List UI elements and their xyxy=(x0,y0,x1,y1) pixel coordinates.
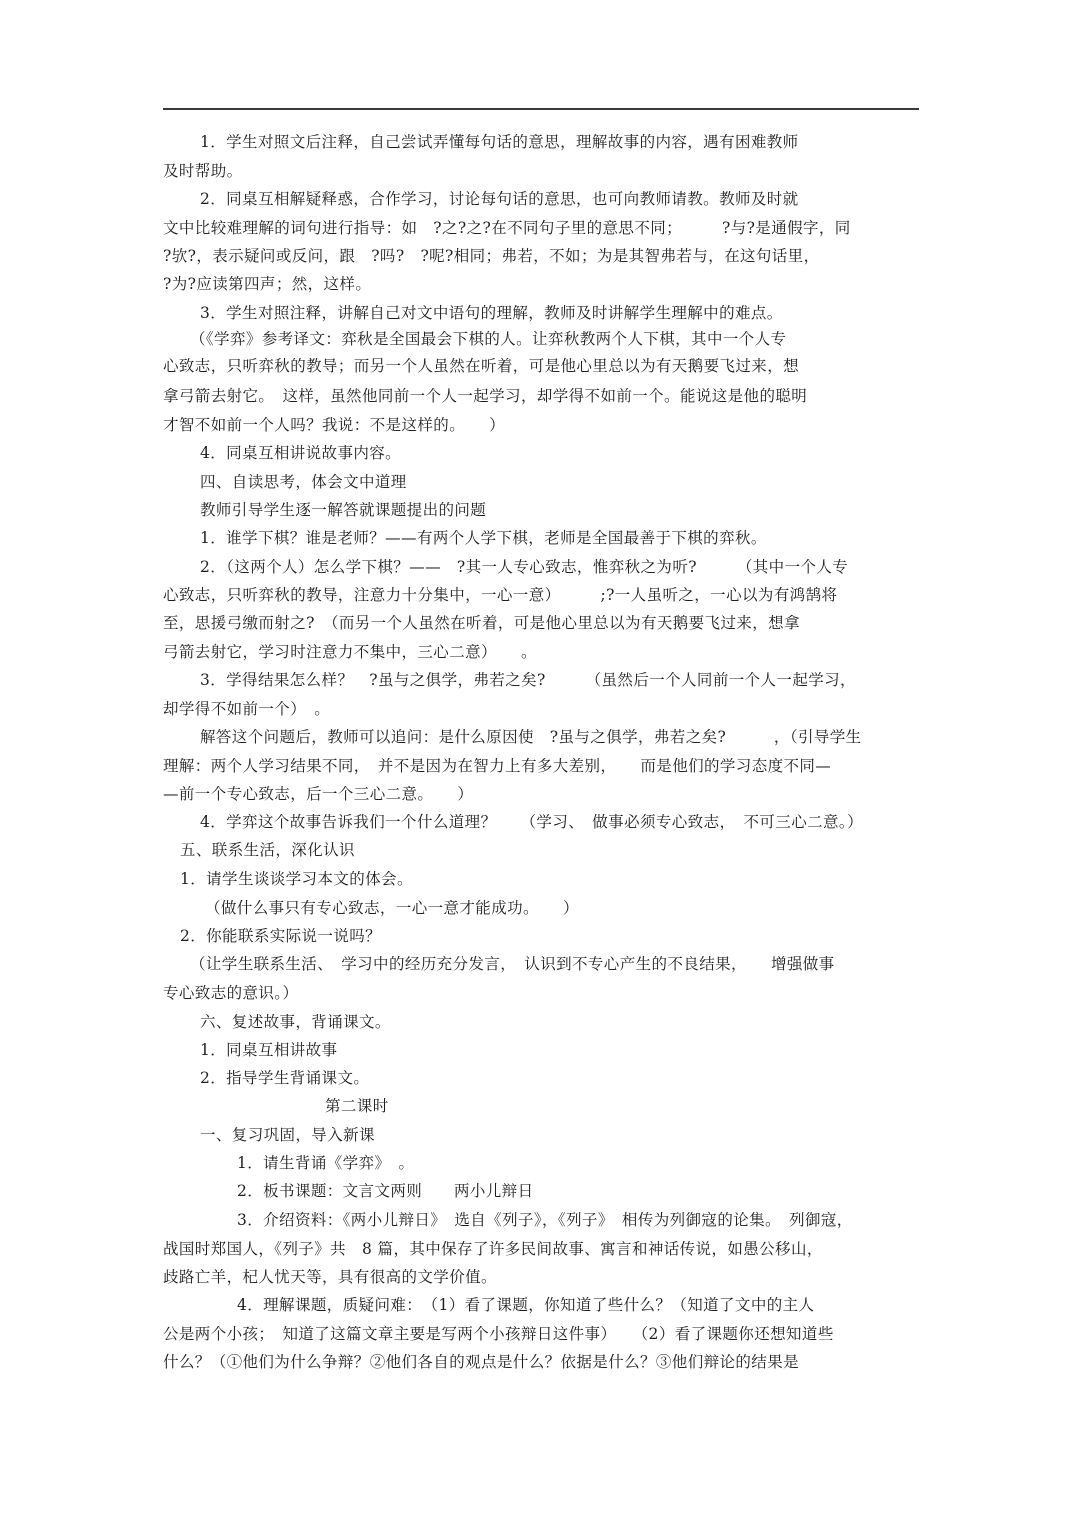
text-line: ?为?应读第四声；然，这样。 xyxy=(163,275,372,293)
text-line: 1．学生对照文后注释，自己尝试弄懂每句话的意思，理解故事的内容，遇有困难教师 xyxy=(200,133,799,151)
text-line: 1．请生背诵《学弈》 。 xyxy=(237,1154,415,1172)
text-line: 拿弓箭去射它。 这样，虽然他同前一个人一起学习，却学得不如前一个。能说这是他的聪明 xyxy=(163,387,808,405)
text-line: 1．谁学下棋？谁是老师？——有两个人学下棋，老师是全国最善于下棋的弈秋。 xyxy=(200,529,767,547)
text-line: ?欤?，表示疑问或反问，跟 ?吗? ?呢?相同；弗若，不如；为是其智弗若与，在这句话里， xyxy=(163,247,820,265)
text-line: 至，思援弓缴而射之? （而另一个人虽然在听着，可是他心里总以为有天鹅要飞过来，想拿 xyxy=(163,614,800,632)
lesson-heading: 第二课时 xyxy=(325,1097,389,1115)
text-line: 4．学弈这个故事告诉我们一个什么道理？ （学习、 做事必须专心致志， 不可三心二意。） xyxy=(200,813,863,831)
text-line: 4．理解课题，质疑问难： （1）看了课题，你知道了些什么？（知道了文中的主人 xyxy=(237,1296,815,1314)
text-line: 才智不如前一个人吗？我说：不是这样的。 ） xyxy=(163,416,506,434)
text-line: 2．（这两个人）怎么学下棋？—— ?其一人专心致志，惟弈秋之为听? （其中一个人专 xyxy=(200,558,849,576)
text-line: 专心致志的意识。） xyxy=(163,984,299,1002)
section-heading: 四、自读思考，体会文中道理 xyxy=(200,473,407,491)
text-line: 理解：两个人学习结果不同， 并不是因为在智力上有多大差别， 而是他们的学习态度不同— xyxy=(163,757,832,775)
text-line: 什么？（①他们为什么争辩？②他们各自的观点是什么？依据是什么？③他们辩论的结果是 xyxy=(163,1353,800,1371)
text-line: 2．指导学生背诵课文。 xyxy=(200,1069,370,1087)
text-line: （做什么事只有专心致志，一心一意才能成功。 ） xyxy=(205,899,579,917)
text-line: 3．介绍资料：《两小儿辩日》 选自《列子》，《列子》 相传为列御寇的论集。 列御寇， xyxy=(237,1211,853,1229)
text-line: （《学弈》参考译文：弈秋是全国最会下棋的人。让弈秋教两个人下棋，其中一个人专 xyxy=(190,330,787,348)
text-line: 2．同桌互相解疑释惑，合作学习，讨论每句话的意思，也可向教师请教。教师及时就 xyxy=(200,190,799,208)
text-line: 解答这个问题后，教师可以追问：是什么原因使 ?虽与之俱学，弗若之矣? ，（引导学生 xyxy=(200,728,862,746)
text-line: 战国时郑国人，《列子》共 8 篇，其中保存了许多民间故事、寓言和神话传说，如愚公移山， xyxy=(163,1240,823,1258)
text-line: 文中比较难理解的词句进行指导：如 ?之?之?在不同句子里的意思不同； ?与?是通假字，同 xyxy=(163,219,851,237)
section-heading: 五、联系生活，深化认识 xyxy=(180,841,355,859)
text-line: 及时帮助。 xyxy=(163,162,243,180)
text-line: 3．学得结果怎么样？ ?虽与之俱学，弗若之矣? （虽然后一个人同前一个人一起学习， xyxy=(200,671,856,689)
text-line: （让学生联系生活、 学习中的经历充分发言， 认识到不专心产生的不良结果， 增强做事 xyxy=(190,955,835,973)
text-line: 3．学生对照注释，讲解自己对文中语句的理解，教师及时讲解学生理解中的难点。 xyxy=(200,304,783,322)
section-heading: 六、复述故事，背诵课文。 xyxy=(200,1013,391,1031)
text-line: 1．同桌互相讲故事 xyxy=(200,1041,338,1059)
text-line: 教师引导学生逐一解答就课题提出的问题 xyxy=(200,501,487,519)
text-line: 公是两个小孩； 知道了这篇文章主要是写两个小孩辩日这件事） （2）看了课题你还想知道些 xyxy=(163,1325,834,1343)
section-heading: 一、复习巩固，导入新课 xyxy=(200,1126,375,1144)
text-line: 2．你能联系实际说一说吗？ xyxy=(180,927,382,945)
text-line: 却学得不如前一个） 。 xyxy=(163,700,331,718)
text-line: 歧路亡羊，杞人忧天等，具有很高的文学价值。 xyxy=(163,1268,497,1286)
text-line: 1．请学生谈谈学习本文的体会。 xyxy=(180,870,413,888)
text-line: 弓箭去射它，学习时注意力不集中，三心二意） 。 xyxy=(163,643,537,661)
text-line: 4．同桌互相讲说故事内容。 xyxy=(200,444,402,462)
text-line: 心致志，只听弈秋的教导；而另一个人虽然在听着，可是他心里总以为有天鹅要飞过来，想 xyxy=(163,357,800,375)
text-line: —前一个专心致志，后一个三心二意。 ） xyxy=(163,785,474,803)
text-line: 心致志，只听弈秋的教导，注意力十分集中，一心一意） ;?一人虽听之，一心以为有鸿鹄将 xyxy=(163,586,838,604)
text-line: 2．板书课题：文言文两则 两小儿辩日 xyxy=(237,1182,534,1200)
